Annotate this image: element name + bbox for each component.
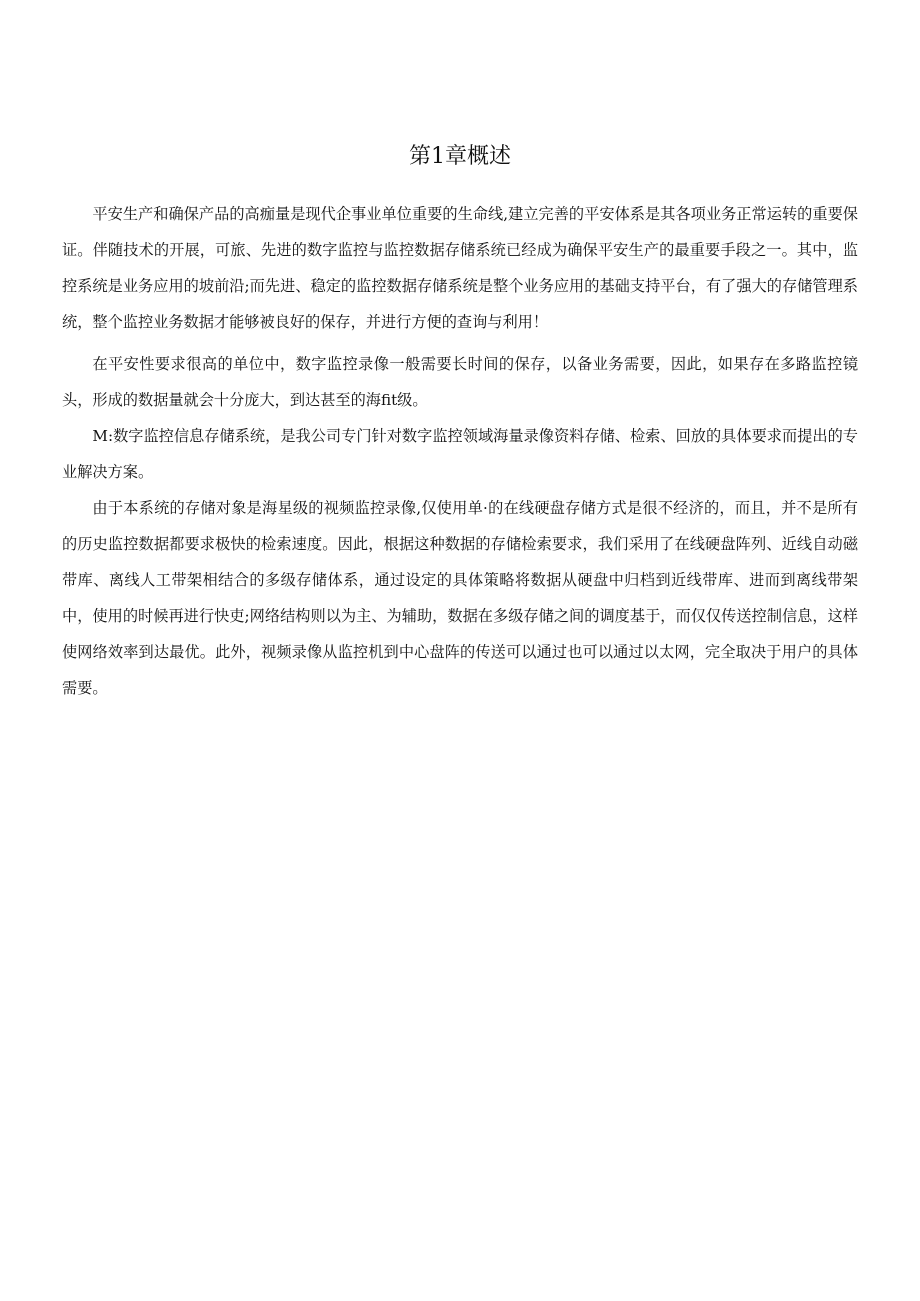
chapter-title: 第1章概述 — [409, 143, 511, 169]
paragraph-1: 平安生产和确保产品的高痂量是现代企事业单位重要的生命线,建立完善的平安体系是其各项业务正常运转的重要保证。伴随技术的开展，可旅、先进的数字监控与监控数据存储系统已经成为确保平安生产的最重要手段之一。其中，监控系统是业务应用的坡前沿;而先进、稳定的监控数据存储系统是整个业务应用的基础支持平台，有了强大的存储管理系统，整个监控业务数据才能够被良好的保存，并进行方便的查询与利用！ — [62, 205, 858, 331]
paragraph-2: 在平安性要求很高的单位中，数字监控录像一般需要长时间的保存，以备业务需要，因此，如果存在多路监控镜头，形成的数据量就会十分庞大，到达甚至的海fit级。 — [62, 355, 858, 409]
paragraph-3: M:数字监控信息存储系统，是我公司专门针对数字监控领域海量录像资料存储、检索、回放的具体要求而提出的专业解决方案。 — [62, 427, 858, 481]
document-body — [62, 196, 858, 706]
paragraph-4: 由于本系统的存储对象是海星级的视频监控录像,仅使用单·的在线硬盘存储方式是很不经济的，而且，并不是所有的历史监控数据都要求极快的检索速度。因此，根据这种数据的存储检索要求，我们采用了在线硬盘阵列、近线自动磁带库、离线人工带架相结合的多级存储体系，通过设定的具体策略将数据从硬盘中归档到近线带库、进而到离线带架中，使用的时候再进行快吏;网络结构则以为主、为辅助，数据在多级存储之间的调度基于，而仅仅传送控制信息，这样使网络效率到达最优。此外，视频录像从监控机到中心盘阵的传送可以通过也可以通过以太网，完全取决于用户的具体需要。 — [62, 499, 858, 697]
